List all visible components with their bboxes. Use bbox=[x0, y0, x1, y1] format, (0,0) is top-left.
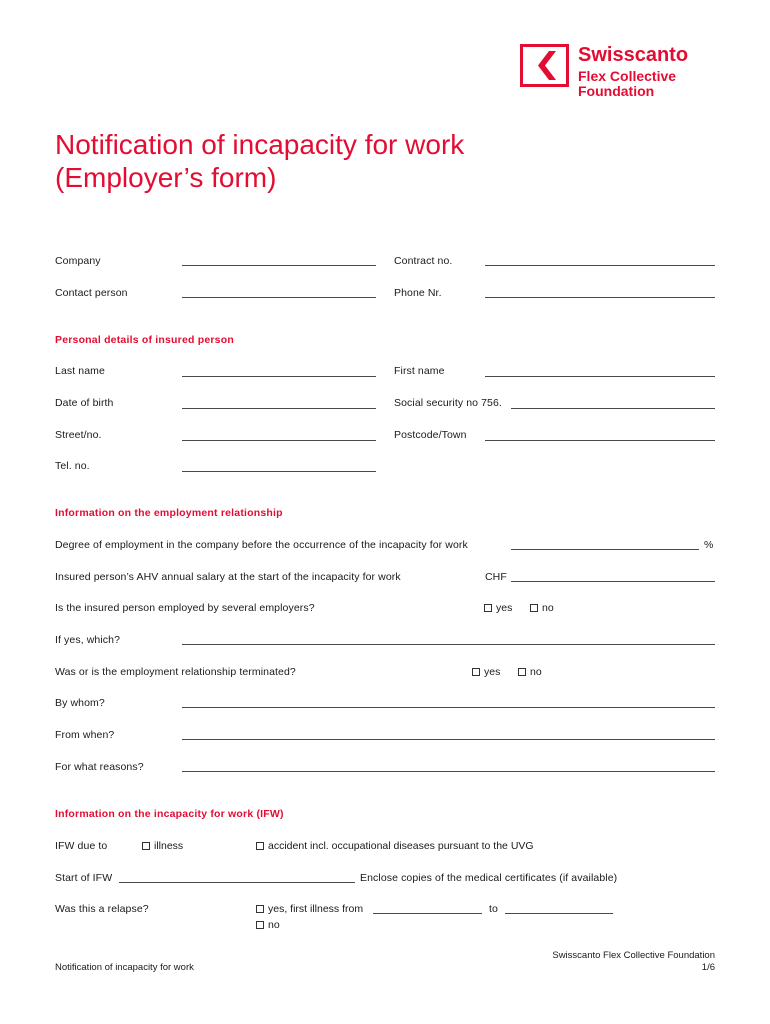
relapse-from-field[interactable] bbox=[373, 913, 482, 914]
personal-details-heading: Personal details of insured person bbox=[55, 334, 234, 346]
footer-doc-title: Notification of incapacity for work bbox=[55, 962, 194, 973]
relapse-to-label: to bbox=[489, 903, 498, 915]
if-yes-which-label: If yes, which? bbox=[55, 634, 121, 646]
checkbox-icon bbox=[472, 668, 480, 676]
by-whom-field[interactable] bbox=[182, 707, 715, 708]
relapse-label: Was this a relapse? bbox=[55, 903, 149, 915]
tel-label: Tel. no. bbox=[55, 460, 90, 472]
enclose-note: Enclose copies of the medical certificates (if available) bbox=[360, 872, 618, 884]
no-label: no bbox=[530, 666, 542, 678]
contact-person-label: Contact person bbox=[55, 287, 128, 299]
percent-unit: % bbox=[704, 539, 714, 551]
street-field[interactable] bbox=[182, 440, 376, 441]
yes-label: yes bbox=[484, 666, 501, 678]
no-label: no bbox=[268, 919, 280, 931]
postcode-field[interactable] bbox=[485, 440, 715, 441]
contract-no-field[interactable] bbox=[485, 265, 715, 266]
yes-label: yes bbox=[496, 602, 513, 614]
checkbox-icon bbox=[484, 604, 492, 612]
first-name-label: First name bbox=[394, 365, 445, 377]
several-employers-no[interactable] bbox=[530, 602, 554, 614]
several-employers-label: Is the insured person employed by several employers? bbox=[55, 602, 315, 614]
ifw-due-to-label: IFW due to bbox=[55, 840, 108, 852]
start-ifw-label: Start of IFW bbox=[55, 872, 113, 884]
terminated-label: Was or is the employment relationship terminated? bbox=[55, 666, 296, 678]
by-whom-label: By whom? bbox=[55, 697, 105, 709]
employment-heading: Information on the employment relationship bbox=[55, 507, 283, 519]
reasons-label: For what reasons? bbox=[55, 761, 144, 773]
company-label: Company bbox=[55, 255, 101, 267]
contact-person-field[interactable] bbox=[182, 297, 376, 298]
relapse-to-field[interactable] bbox=[505, 913, 613, 914]
phone-field[interactable] bbox=[485, 297, 715, 298]
no-label: no bbox=[542, 602, 554, 614]
start-ifw-field[interactable] bbox=[119, 882, 355, 883]
from-when-field[interactable] bbox=[182, 739, 715, 740]
social-security-label: Social security no 756. bbox=[394, 397, 502, 409]
phone-label: Phone Nr. bbox=[394, 287, 442, 299]
relapse-yes-option[interactable] bbox=[256, 903, 363, 915]
checkbox-icon bbox=[256, 842, 264, 850]
ifw-heading: Information on the incapacity for work (IFW) bbox=[55, 808, 284, 820]
salary-field[interactable] bbox=[511, 581, 715, 582]
if-yes-which-field[interactable] bbox=[182, 644, 715, 645]
accident-label: accident incl. occupational diseases pursuant to the UVG bbox=[268, 840, 534, 852]
from-when-label: From when? bbox=[55, 729, 115, 741]
last-name-field[interactable] bbox=[182, 376, 376, 377]
date-of-birth-field[interactable] bbox=[182, 408, 376, 409]
terminated-yes[interactable] bbox=[472, 666, 500, 678]
several-employers-yes[interactable] bbox=[484, 602, 512, 614]
social-security-field[interactable] bbox=[511, 408, 715, 409]
title-line-2: (Employer’s form) bbox=[55, 162, 277, 193]
last-name-label: Last name bbox=[55, 365, 105, 377]
checkbox-icon bbox=[142, 842, 150, 850]
relapse-no-option[interactable] bbox=[256, 919, 280, 931]
logo-subtitle-2: Foundation bbox=[578, 83, 655, 99]
chf-unit: CHF bbox=[485, 571, 507, 583]
contract-no-label: Contract no. bbox=[394, 255, 453, 267]
postcode-label: Postcode/Town bbox=[394, 429, 467, 441]
checkbox-icon bbox=[256, 905, 264, 913]
checkbox-icon bbox=[256, 921, 264, 929]
ifw-accident-option[interactable] bbox=[256, 840, 534, 852]
logo-name: Swisscanto bbox=[578, 44, 689, 66]
degree-label: Degree of employment in the company before the occurrence of the incapacity for work bbox=[55, 539, 468, 551]
reasons-field[interactable] bbox=[182, 771, 715, 772]
first-name-field[interactable] bbox=[485, 376, 715, 377]
checkbox-icon bbox=[530, 604, 538, 612]
swiss-chevron-icon bbox=[523, 47, 566, 84]
checkbox-icon bbox=[518, 668, 526, 676]
title-line-1: Notification of incapacity for work bbox=[55, 129, 465, 160]
tel-field[interactable] bbox=[182, 471, 376, 472]
date-of-birth-label: Date of birth bbox=[55, 397, 114, 409]
street-label: Street/no. bbox=[55, 429, 102, 441]
degree-field[interactable] bbox=[511, 549, 699, 550]
logo-mark bbox=[520, 44, 569, 87]
logo-subtitle-1: Flex Collective bbox=[578, 68, 677, 84]
page-number: 1/6 bbox=[701, 962, 715, 973]
company-field[interactable] bbox=[182, 265, 376, 266]
yes-first-illness-label: yes, first illness from bbox=[268, 903, 364, 915]
page-title bbox=[55, 128, 464, 194]
illness-label: illness bbox=[154, 840, 184, 852]
terminated-no[interactable] bbox=[518, 666, 542, 678]
footer-org: Swisscanto Flex Collective Foundation bbox=[552, 950, 715, 961]
salary-label: Insured person’s AHV annual salary at the start of the incapacity for work bbox=[55, 571, 401, 583]
ifw-illness-option[interactable] bbox=[142, 840, 183, 852]
